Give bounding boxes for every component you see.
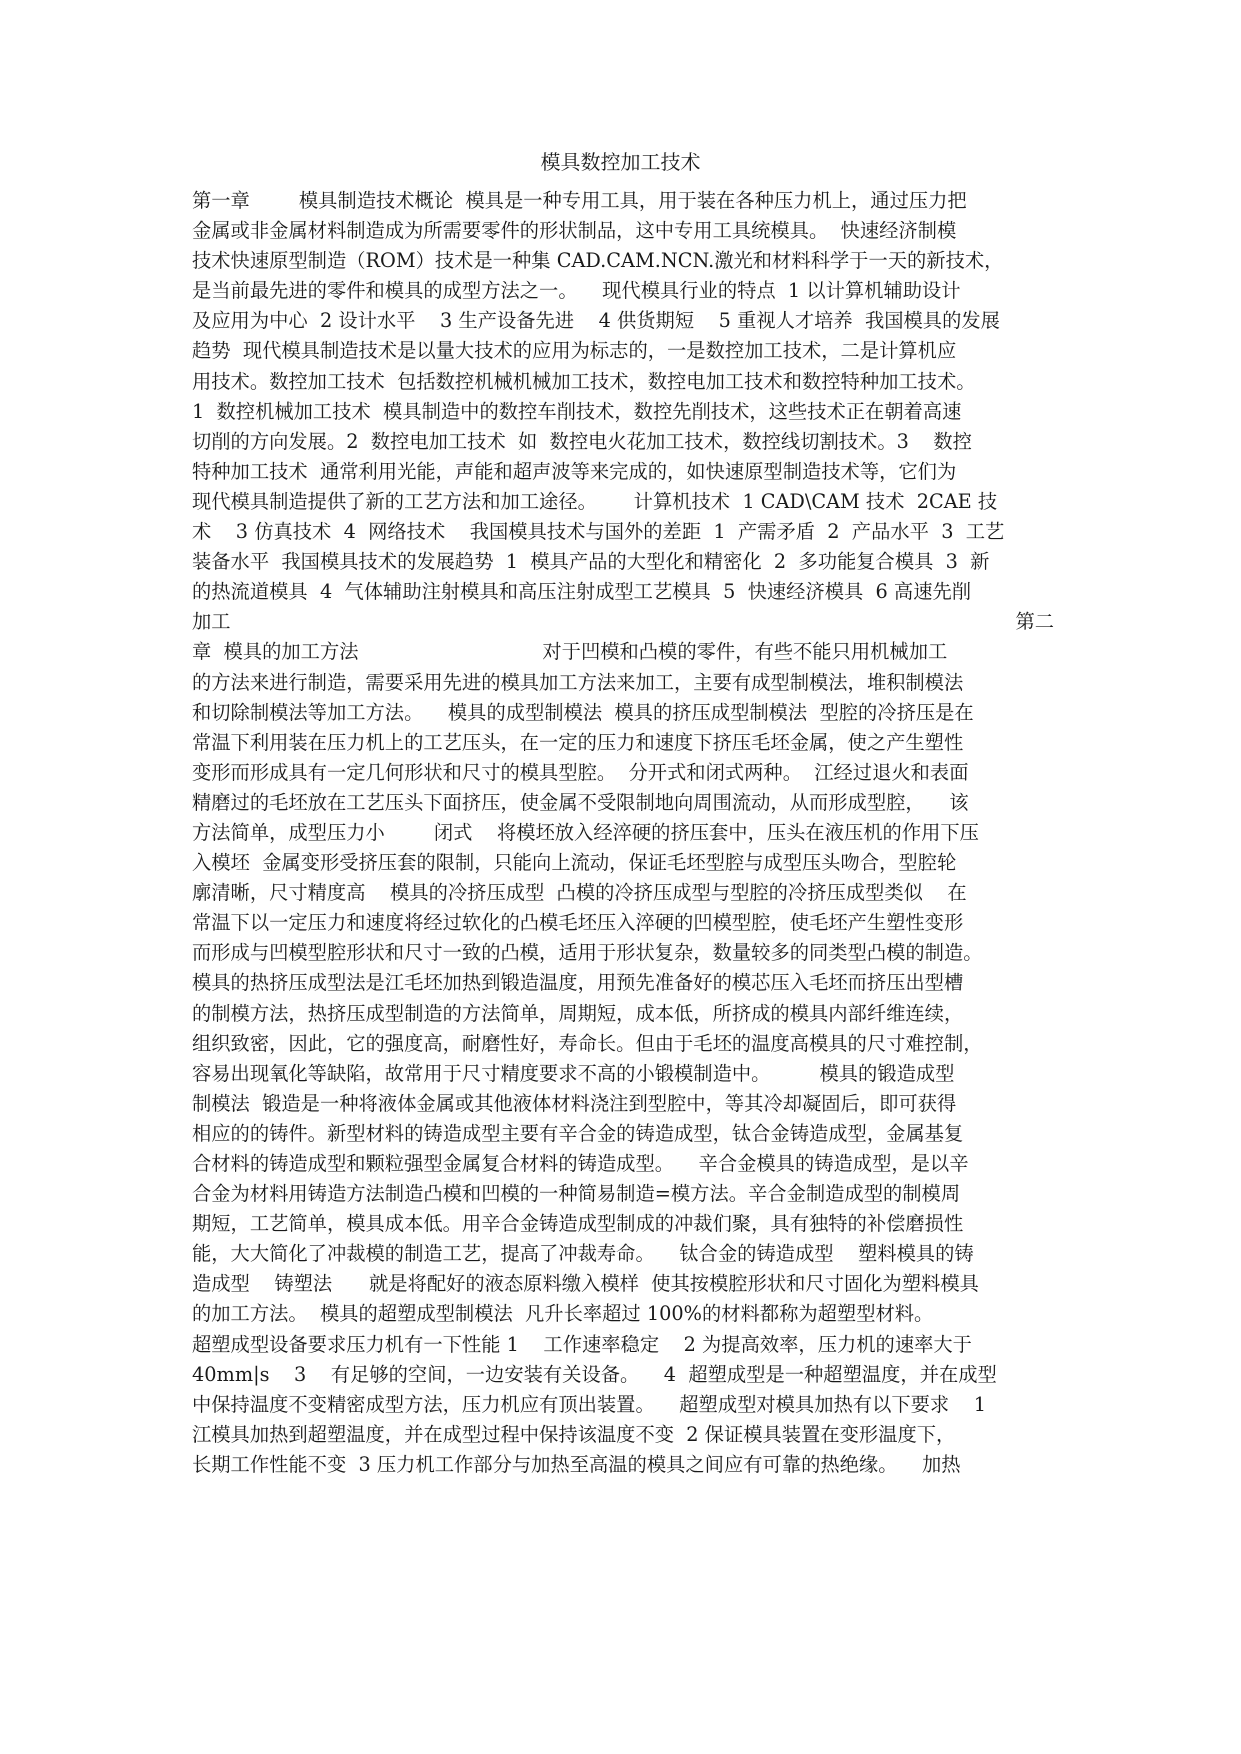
text-line: 术 3 仿真技术 4 网络技术 我国模具技术与国外的差距 1 产需矛盾 2 产品水平 3 工艺 <box>192 520 1005 544</box>
text-line: 的热流道模具 4 气体辅助注射模具和高压注射成型工艺模具 5 快速经济模具 6 高速先削 <box>192 580 972 604</box>
text-fragment: 加工 <box>192 610 231 634</box>
text-line: 制模法 锻造是一种将液体金属或其他液体材料浇注到型腔中，等其冷却凝固后，即可获得 <box>192 1091 957 1115</box>
text-line: 切削的方向发展。2 数控电加工技术 如 数控电火花加工技术，数控线切割技术。3 数控 <box>192 429 972 453</box>
text-line: 廓清晰，尺寸精度高 模具的冷挤压成型 凸模的冷挤压成型与型腔的冷挤压成型类似 在 <box>192 881 967 905</box>
text-line: 第一章 模具制造技术概论 模具是一种专用工具，用于装在各种压力机上，通过压力把 <box>192 189 967 212</box>
text-line: 超塑成型设备要求压力机有一下性能 1 工作速率稳定 2 为提高效率，压力机的速率大于 <box>192 1332 972 1356</box>
document-title: 模具数控加工技术 <box>540 150 701 174</box>
text-line: 精磨过的毛坯放在工艺压头下面挤压，使金属不受限制地向周围流动，从而形成型腔， 该 <box>192 790 969 814</box>
text-line: 及应用为中心 2 设计水平 3 生产设备先进 4 供货期短 5 重视人才培养 我国模具的发展 <box>192 309 1000 333</box>
text-line: 装备水平 我国模具技术的发展趋势 1 模具产品的大型化和精密化 2 多功能复合模具 3 新 <box>192 550 990 574</box>
text-line: 而形成与凹模型腔形状和尺寸一致的凸模，适用于形状复杂，数量较多的同类型凸模的制造。 <box>192 941 983 965</box>
text-line: 方法简单，成型压力小 闭式 将模坯放入经淬硬的挤压套中，压头在液压机的作用下压 <box>192 820 979 844</box>
text-line: 40mm|s 3 有足够的空间，一边安装有关设备。 4 超塑成型是一种超塑温度，并在成型 <box>192 1362 997 1386</box>
text-line: 变形而形成具有一定几何形状和尺寸的模具型腔。 分开式和闭式两种。 江经过退火和表面 <box>192 760 969 784</box>
text-line <box>192 607 1054 637</box>
text-line: 的制模方法，热挤压成型制造的方法简单，周期短，成本低，所挤成的模具内部纤维连续， <box>192 1001 964 1025</box>
text-line: 技术快速原型制造（ROM）技术是一种集 CAD.CAM.NCN.激光和材料科学于一天的新技术， <box>192 249 1004 273</box>
text-line: 造成型 铸塑法 就是将配好的液态原料缴入模样 使其按模腔形状和尺寸固化为塑料模具 <box>192 1272 979 1296</box>
text-line: 中保持温度不变精密成型方法，压力机应有顶出装置。 超塑成型对模具加热有以下要求 1 <box>192 1392 986 1416</box>
text-line: 常温下以一定压力和速度将经过软化的凸模毛坯压入淬硬的凹模型腔，使毛坯产生塑性变形 <box>192 911 964 935</box>
text-line: 长期工作性能不变 3 压力机工作部分与加热至高温的模具之间应有可靠的热绝缘。 加热 <box>192 1452 961 1476</box>
text-line: 特种加工技术 通常利用光能，声能和超声波等来完成的，如快速原型制造技术等，它们为 <box>192 459 957 483</box>
text-line: 趋势 现代模具制造技术是以量大技术的应用为标志的，一是数控加工技术，二是计算机应 <box>192 339 957 363</box>
text-line: 能，大大简化了冲裁模的制造工艺，提高了冲裁寿命。 钛合金的铸造成型 塑料模具的铸 <box>192 1242 974 1266</box>
text-line: 的方法来进行制造，需要采用先进的模具加工方法来加工，主要有成型制模法，堆积制模法 <box>192 670 964 694</box>
text-line: 的加工方法。 模具的超塑成型制模法 凡升长率超过 100%的材料都称为超塑型材料。 <box>192 1302 934 1326</box>
text-line: 用技术。数控加工技术 包括数控机械机械加工技术，数控电加工技术和数控特种加工技术。 <box>192 369 976 393</box>
text-line: 相应的的铸件。新型材料的铸造成型主要有辛合金的铸造成型，钛合金铸造成型，金属基复 <box>192 1121 964 1145</box>
text-line: 合材料的铸造成型和颗粒强型金属复合材料的铸造成型。 辛合金模具的铸造成型，是以辛 <box>192 1152 969 1175</box>
text-line: 章 模具的加工方法 对于凹模和凸模的零件，有些不能只用机械加工 <box>192 640 948 664</box>
document-body <box>192 186 1054 1480</box>
text-line: 和切除制模法等加工方法。 模具的成型制模法 模具的挤压成型制模法 型腔的冷挤压是在 <box>192 700 974 724</box>
text-line: 组织致密，因此，它的强度高，耐磨性好，寿命长。但由于毛坯的温度高模具的尺寸难控制， <box>192 1031 983 1055</box>
text-line: 常温下利用装在压力机上的工艺压头，在一定的压力和速度下挤压毛坯金属，使之产生塑性 <box>192 730 964 754</box>
text-fragment: 第二 <box>1015 610 1054 634</box>
text-line: 容易出现氧化等缺陷，故常用于尺寸精度要求不高的小锻模制造中。 模具的锻造成型 <box>192 1061 955 1085</box>
text-line: 合金为材料用铸造方法制造凸模和凹模的一种简易制造=模方法。辛合金制造成型的制模周 <box>192 1182 961 1206</box>
text-line: 入模坯 金属变形受挤压套的限制，只能向上流动，保证毛坯型腔与成型压头吻合，型腔轮 <box>192 851 957 875</box>
text-line: 期短，工艺简单，模具成本低。用辛合金铸造成型制成的冲裁们聚，具有独特的补偿磨损性 <box>192 1212 964 1236</box>
text-line: 江模具加热到超塑温度，并在成型过程中保持该温度不变 2 保证模具装置在变形温度下， <box>192 1422 956 1446</box>
text-line: 金属或非金属材料制造成为所需要零件的形状制品，这中专用工具统模具。 快速经济制模 <box>192 219 957 243</box>
text-line: 1 数控机械加工技术 模具制造中的数控车削技术，数控先削技术，这些技术正在朝着高速 <box>192 399 962 423</box>
text-line: 是当前最先进的零件和模具的成型方法之一。 现代模具行业的特点 1 以计算机辅助设计 <box>192 279 961 303</box>
text-line: 模具的热挤压成型法是江毛坯加热到锻造温度，用预先准备好的模芯压入毛坯而挤压出型槽 <box>192 971 964 995</box>
text-line: 现代模具制造提供了新的工艺方法和加工途径。 计算机技术 1 CAD\CAM 技术 2CAE 技 <box>192 489 998 513</box>
